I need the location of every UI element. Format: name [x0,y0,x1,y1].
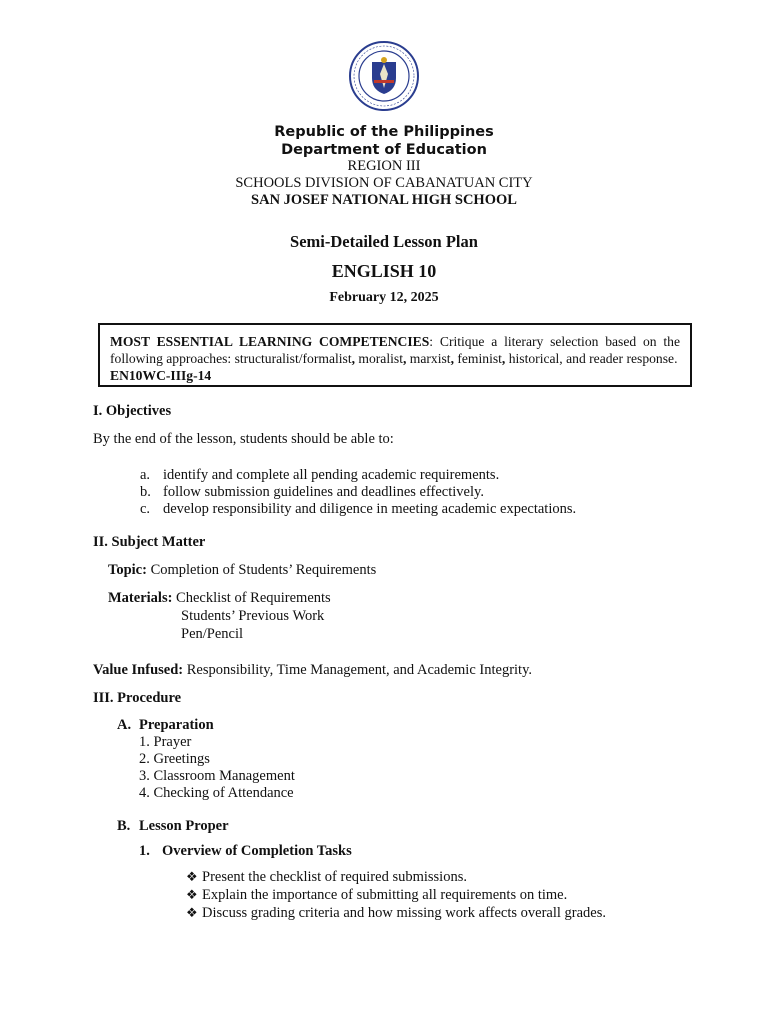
diamond-bullet-icon: ❖ [186,905,198,920]
lesson-date: February 12, 2025 [329,290,439,305]
melc-text-5: historical, and reader response [505,351,675,366]
country-name: Republic of the Philippines [274,124,494,140]
topic-line: Topic: Completion of Students’ Requirements [108,562,377,578]
value-infused-line: Value Infused: Responsibility, Time Management, and Academic Integrity. [93,662,533,678]
melc-text-3: marxist [406,351,451,366]
materials-line: Materials: Checklist of Requirements [108,590,331,606]
preparation-item: 1. Prayer [139,734,192,750]
materials-item-2: Students’ Previous Work [181,608,325,624]
subject-title: ENGLISH 10 [331,261,437,281]
lesson-plan-title: Semi-Detailed Lesson Plan [290,232,478,251]
preparation-item: 2. Greetings [139,751,210,767]
overview-item: ❖ Present the checklist of required submissions. [186,869,467,885]
preparation-heading: A. Preparation [117,717,214,733]
objective-item-c: c. develop responsibility and diligence in meeting academic expectations. [140,501,577,517]
division-label: SCHOOLS DIVISION OF CABANATUAN CITY [235,175,533,191]
objectives-heading: I. Objectives [93,403,172,419]
melc-text-4: feminist [453,351,502,366]
preparation-item: 4. Checking of Attendance [139,785,294,801]
materials-item-3: Pen/Pencil [181,626,244,642]
deped-seal-logo [348,40,420,112]
overview-item: ❖ Explain the importance of submitting all requirements on time. [186,887,568,903]
objective-item-b: b. follow submission guidelines and deadlines effectively. [140,484,484,500]
melc-text-2: moralist [355,351,403,366]
diamond-bullet-icon: ❖ [186,887,198,902]
diamond-bullet-icon: ❖ [186,869,198,884]
lesson-proper-heading: B. Lesson Proper [117,818,229,834]
melc-code: EN10WC-IIIg-14 [110,368,212,383]
region-label: REGION III [347,158,421,174]
department-name: Department of Education [281,142,487,158]
melc-text-1: : Critique a literary selection based on the following approaches: structuralist/formalist [110,334,680,366]
overview-item: ❖ Discuss grading criteria and how missing work affects overall grades. [186,905,607,921]
melc-box: MOST ESSENTIAL LEARNING COMPETENCIES: Critique a literary selection based on the following approaches: structuralist/formalist, moralist, marxist, feminist, historical, and reader response. EN10WC-IIIg-14 [98,323,692,387]
subject-matter-heading: II. Subject Matter [93,534,206,550]
preparation-item: 3. Classroom Management [139,768,295,784]
objective-item-a: a. identify and complete all pending academic requirements. [140,467,500,483]
procedure-heading: III. Procedure [93,690,182,706]
objectives-intro: By the end of the lesson, students should be able to: [93,431,394,447]
school-name: SAN JOSEF NATIONAL HIGH SCHOOL [251,192,517,208]
melc-label: MOST ESSENTIAL LEARNING COMPETENCIES [110,334,430,349]
overview-heading: 1. Overview of Completion Tasks [139,843,352,859]
